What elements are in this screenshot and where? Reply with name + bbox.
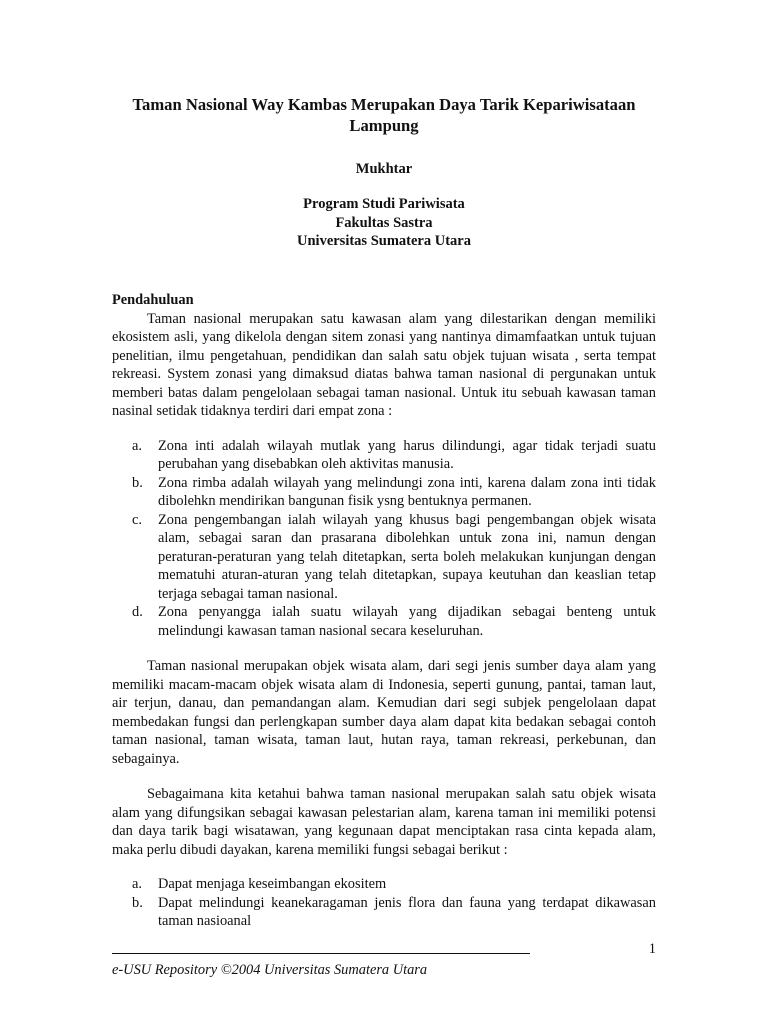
- list-item: [112, 437, 656, 474]
- footer-divider: [112, 953, 530, 954]
- affiliation-block: [100, 195, 668, 251]
- affiliation-faculty: Fakultas Sastra: [335, 214, 433, 231]
- list-item: [112, 603, 656, 640]
- intro-paragraph: Taman nasional merupakan satu kawasan alam yang dilestarikan dengan memiliki ekosistem asli, yang dikelola dengan sitem zonasi yang nantinya dimamfaatkan untuk tujuan penelitian, ilmu pengetahuan, pendidikan dan salah satu objek tujuan wisata , serta tempat rekreasi. System zonasi yang dimaksud diatas bahwa taman nasional di pergunakan untuk memberi batas dalam pengelolaan sebagai taman nasional. Untuk itu sebuah kawasan taman nasinal setidak tidaknya terdiri dari empat zona :: [112, 310, 656, 419]
- list-item: [112, 875, 656, 894]
- list-marker: a.: [132, 437, 142, 454]
- list-item-text: Zona inti adalah wilayah mutlak yang harus dilindungi, agar tidak terjadi suatu perubahan yang disebabkan oleh aktivitas manusia.: [158, 437, 656, 472]
- list-item: [112, 511, 656, 604]
- affiliation-program: Program Studi Pariwisata: [303, 196, 465, 212]
- title-line-1: Taman Nasional Way Kambas Merupakan Daya Tarik Kepariwisataan: [132, 95, 636, 114]
- section-heading: Pendahuluan: [112, 292, 194, 308]
- author-name: Mukhtar: [355, 161, 413, 177]
- list-item-text: Dapat melindungi keanekaragaman jenis flora dan fauna yang terdapat dikawasan taman nasioanal: [158, 894, 656, 929]
- list-marker: d.: [132, 604, 143, 620]
- list-marker: a.: [132, 876, 142, 892]
- paragraph-spacer: [112, 768, 656, 785]
- affiliation-university: Universitas Sumatera Utara: [297, 233, 471, 249]
- list-item-text: Zona rimba adalah wilayah yang melindungi zona inti, karena dalam zona inti tidak dibolehkn mendirikan bangunan fisik ysng bentuknya permanen.: [158, 474, 656, 509]
- list-item: [112, 894, 656, 931]
- list-marker: c.: [132, 511, 142, 528]
- title-line-2: Lampung: [349, 116, 419, 135]
- paragraph-3: Sebagaimana kita ketahui bahwa taman nasional merupakan salah satu objek wisata alam yang difungsikan sebagai kawasan pelestarian alam, karena taman ini memiliki potensi dan daya tarik bagi wisatawan, yang kegunaan dapat menciptakan rasa cinta kepada alam, maka perlu dibudi dayakan, karena memiliki fungsi sebagai berikut :: [112, 786, 656, 858]
- list-marker: b.: [132, 474, 143, 491]
- list-item: [112, 474, 656, 511]
- body-text: [112, 291, 656, 948]
- footer-repository: e-USU Repository ©2004 Universitas Sumatera Utara: [112, 962, 428, 978]
- list-item-text: Zona penyangga ialah suatu wilayah yang dijadikan sebagai benteng untuk melindungi kawasan taman nasional secara keseluruhan.: [158, 604, 656, 639]
- function-list: [112, 875, 656, 931]
- list-item-text: Zona pengembangan ialah wilayah yang khusus bagi pengembangan objek wisata alam, sebagai saran dan prasarana dibolehkan untuk zona ini, namun dengan peraturan-peraturan yang telah ditetapkan, serta boleh melakukan kunjungan dengan mematuhi aturan-aturan yang telah ditetapkan, supaya keutuhan dan keaslian tetap terjaga sebagai taman nasional.: [158, 511, 656, 602]
- document-title: [100, 94, 668, 136]
- zone-list: [112, 437, 656, 641]
- paragraph-2: Taman nasional merupakan objek wisata alam, dari segi jenis sumber daya alam yang memiliki macam-macam objek wisata alam di Indonesia, seperti gunung, pantai, taman laut, air terjun, danau, dan pemandangan alam. Kemudian dari segi subjek pengelolaan dapat membedakan fungsi dan perlengkapan sumber daya alam dapat kita bedakan sebagai contoh taman nasional, taman wisata, taman laut, hutan raya, taman rekreasi, perkebunan, dan sebagainya.: [112, 658, 656, 767]
- list-item-text: Dapat menjaga keseimbangan ekositem: [158, 876, 387, 892]
- page-number: 1: [648, 941, 656, 957]
- list-marker: b.: [132, 894, 143, 911]
